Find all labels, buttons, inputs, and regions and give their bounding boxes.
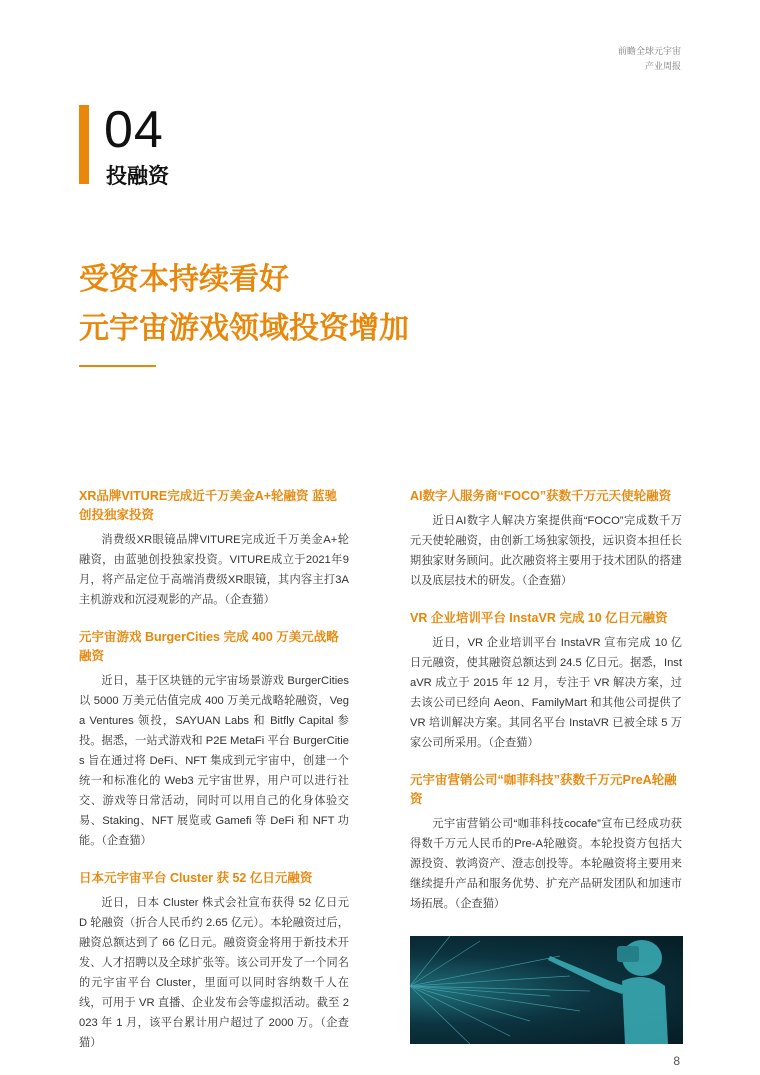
- title-underline: [79, 365, 156, 367]
- article-heading: AI数字人服务商“FOCO”获数千万元天使轮融资: [410, 489, 672, 503]
- article-body: 近日，日本 Cluster 株式会社宣布获得 52 亿日元 D 轮融资（折合人民币约 2.65 亿元）。本轮融资过后，融资总额达到了 66 亿日元。融资资金将用于新技术开发、人才招聘以及全球扩张等。该公司开发了一个同名的元宇宙平台 Cluster，里面可以同时容纳数千人在线，可用于 VR 直播、企业发布会等虚拟活动。截至 2023 年 1 月，该平台累计用户超过了 2000 万。（企查猫）: [79, 897, 349, 1049]
- article-cluster: [79, 869, 349, 1053]
- article-body: 近日AI数字人解决方案提供商“FOCO”完成数千万元天使轮融资，由创新工场独家领投，远识资本担任长期独家财务顾问。此次融资将主要用于技术团队的搭建以及底层技术的研发。（企查猫）: [410, 515, 682, 587]
- article-burgercities: [79, 628, 349, 851]
- title-line-2: 元宇宙游戏领域投资增加: [79, 312, 409, 345]
- page-number: 8: [673, 1054, 680, 1068]
- title-line-1: 受资本持续看好: [79, 263, 289, 296]
- section-accent-bar: [79, 105, 89, 184]
- article-cocafe: [410, 771, 682, 914]
- header-line-2: 产业周报: [644, 61, 681, 71]
- article-body: 近日，VR 企业培训平台 InstaVR 宣布完成 10 亿日元融资，使其融资总额达到 24.5 亿日元。据悉，InstaVR 成立于 2015 年 12 月，专注于 VR 解决方案，过去该公司已经向 Aeon、FamilyMart 和其他公司提供了 VR 培训解决方案。其同名平台 InstaVR 已被全球 5 万家公司所采用。（企查猫）: [410, 637, 682, 749]
- left-column: [79, 487, 349, 1071]
- page-title: [79, 255, 409, 353]
- article-body: 元宇宙营销公司“咖菲科技cocafe”宣布已经成功获得数千万元人民币的Pre-A轮融资。本轮投资方包括大源投资、敦鸿资产、澄志创投等。本轮融资将主要用来继续提升产品和服务优势、扩充产品研发团队和加速市场拓展。（企查猫）: [410, 818, 682, 910]
- header-line-1: 前瞻全球元宇宙: [617, 46, 681, 56]
- article-instavr: [410, 609, 682, 753]
- section-number: 04: [104, 101, 164, 159]
- article-heading: VR 企业培训平台 InstaVR 完成 10 亿日元融资: [410, 611, 668, 625]
- article-body: 近日，基于区块链的元宇宙场景游戏 BurgerCities 以 5000 万美元估值完成 400 万美元战略轮融资，Vega Ventures 领投，SAYUAN Labs 和 Bitfly Capital 参投。据悉，一站式游戏和 P2E MetaFi 平台 BurgerCities 旨在通过将 DeFi、NFT 集成到元宇宙中，创建一个统一和标准化的 Web3 元宇宙世界，用户可以进行社交、游戏等日常活动，同时可以用自己的化身体验交易、Staking、NFT 展览或 Gamefi 等 DeFi 和 NFT 功能。（企查猫）: [79, 675, 349, 847]
- article-heading: 元宇宙游戏 BurgerCities 完成 400 万美元战略融资: [79, 630, 339, 663]
- vr-user-image: [410, 936, 683, 1044]
- section-name: 投融资: [106, 165, 169, 188]
- article-heading: 日本元宇宙平台 Cluster 获 52 亿日元融资: [79, 871, 313, 885]
- vr-illustration: [410, 936, 683, 1044]
- article-viture: [79, 487, 349, 610]
- article-foco: [410, 487, 682, 591]
- article-body: 消费级XR眼镜品牌VITURE完成近千万美金A+轮融资，由蓝驰创投独家投资。VITURE成立于2021年9月，将产品定位于高端消费级XR眼镜，其内容主打3A主机游戏和沉浸观影的产品。（企查猫）: [79, 534, 349, 606]
- running-header: [618, 44, 681, 74]
- article-heading: 元宇宙营销公司“咖菲科技”获数千万元PreA轮融资: [410, 773, 677, 806]
- article-heading: XR品牌VITURE完成近千万美金A+轮融资 蓝驰创投独家投资: [79, 489, 338, 522]
- right-column: [410, 487, 682, 1068]
